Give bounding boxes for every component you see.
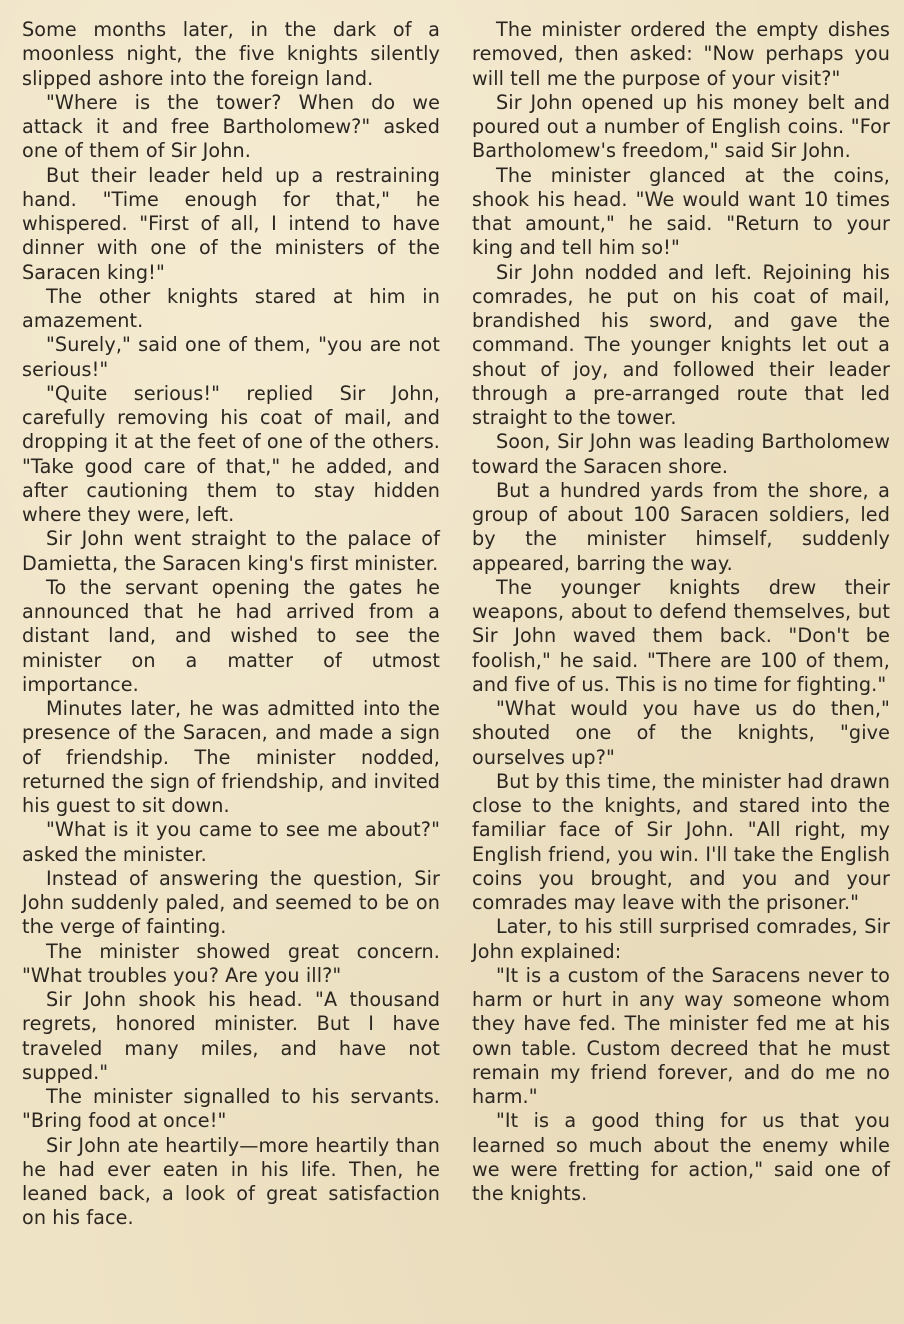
paragraph: The minister glanced at the coins, shook his head. "We would want 10 times that amount," he said. "Return to your king and tell him so!" <box>472 163 890 260</box>
paragraph: Sir John ate heartily—more heartily than he had ever eaten in his life. Then, he leaned back, a look of great satisfaction on his face. <box>22 1133 440 1230</box>
left-column <box>22 18 440 1231</box>
paragraph: To the servant opening the gates he announced that he had arrived from a distant land, and wished to see the minister on a matter of utmost importance. <box>22 575 440 696</box>
paragraph: "Quite serious!" replied Sir John, carefully removing his coat of mail, and dropping it at the feet of one of the others. "Take good care of that," he added, and after cautioning them to stay hidden where they were, left. <box>22 381 440 526</box>
paragraph: "Where is the tower? When do we attack it and free Bartholomew?" asked one of them of Sir John. <box>22 90 440 163</box>
paragraph: The minister ordered the empty dishes removed, then asked: "Now perhaps you will tell me the purpose of your visit?" <box>472 18 890 90</box>
paragraph: "What is it you came to see me about?" asked the minister. <box>22 818 440 866</box>
paragraph: Soon, Sir John was leading Bartholomew toward the Saracen shore. <box>472 430 890 478</box>
paragraph: Instead of answering the question, Sir John suddenly paled, and seemed to be on the verge of fainting. <box>22 866 440 939</box>
paragraph: "What would you have us do then," shouted one of the knights, "give ourselves up?" <box>472 697 890 769</box>
paragraph: The other knights stared at him in amazement. <box>22 284 440 332</box>
paragraph: But by this time, the minister had drawn close to the knights, and stared into the familiar face of Sir John. "All right, my English friend, you win. I'll take the English coins you brought, and you and your comrades may leave with the prisoner." <box>472 769 890 914</box>
paragraph: Sir John shook his head. "A thousand regrets, honored minister. But I have traveled many miles, and have not supped." <box>22 988 440 1084</box>
paragraph: Sir John opened up his money belt and poured out a number of English coins. "For Bartholomew's freedom," said Sir John. <box>472 90 890 163</box>
paragraph: Sir John nodded and left. Rejoining his comrades, he put on his coat of mail, brandished his sword, and gave the command. The younger knights let out a shout of joy, and followed their leader through a pre-arranged route that led straight to the tower. <box>472 260 890 429</box>
paragraph: Minutes later, he was admitted into the presence of the Saracen, and made a sign of friendship. The minister nodded, returned the sign of friendship, and invited his guest to sit down. <box>22 697 440 817</box>
paragraph: Sir John went straight to the palace of Damietta, the Saracen king's first minister. <box>22 527 440 575</box>
paragraph: The minister showed great concern. "What troubles you? Are you ill?" <box>22 939 440 987</box>
paragraph: But a hundred yards from the shore, a group of about 100 Saracen soldiers, led by the minister himself, suddenly appeared, barring the way. <box>472 478 890 575</box>
paragraph: "Surely," said one of them, "you are not serious!" <box>22 333 440 381</box>
paragraph: Later, to his still surprised comrades, Sir John explained: <box>472 915 890 963</box>
paragraph: The minister signalled to his servants. "Bring food at once!" <box>22 1085 440 1133</box>
paragraph: Some months later, in the dark of a moonless night, the five knights silently slipped ashore into the foreign land. <box>22 18 440 90</box>
paragraph: But their leader held up a restraining hand. "Time enough for that," he whispered. "First of all, I intend to have dinner with one of the ministers of the Saracen king!" <box>22 163 440 284</box>
paragraph: "It is a good thing for us that you learned so much about the enemy while we were fretting for action," said one of the knights. <box>472 1109 890 1205</box>
paragraph: "It is a custom of the Saracens never to harm or hurt in any way someone whom they have fed. The minister fed me at his own table. Custom decreed that he must remain my friend forever, and do me no harm." <box>472 963 890 1108</box>
right-column <box>472 18 890 1206</box>
paragraph: The younger knights drew their weapons, about to defend themselves, but Sir John waved them back. "Don't be foolish," he said. "There are 100 of them, and five of us. This is no time for fighting." <box>472 575 890 696</box>
